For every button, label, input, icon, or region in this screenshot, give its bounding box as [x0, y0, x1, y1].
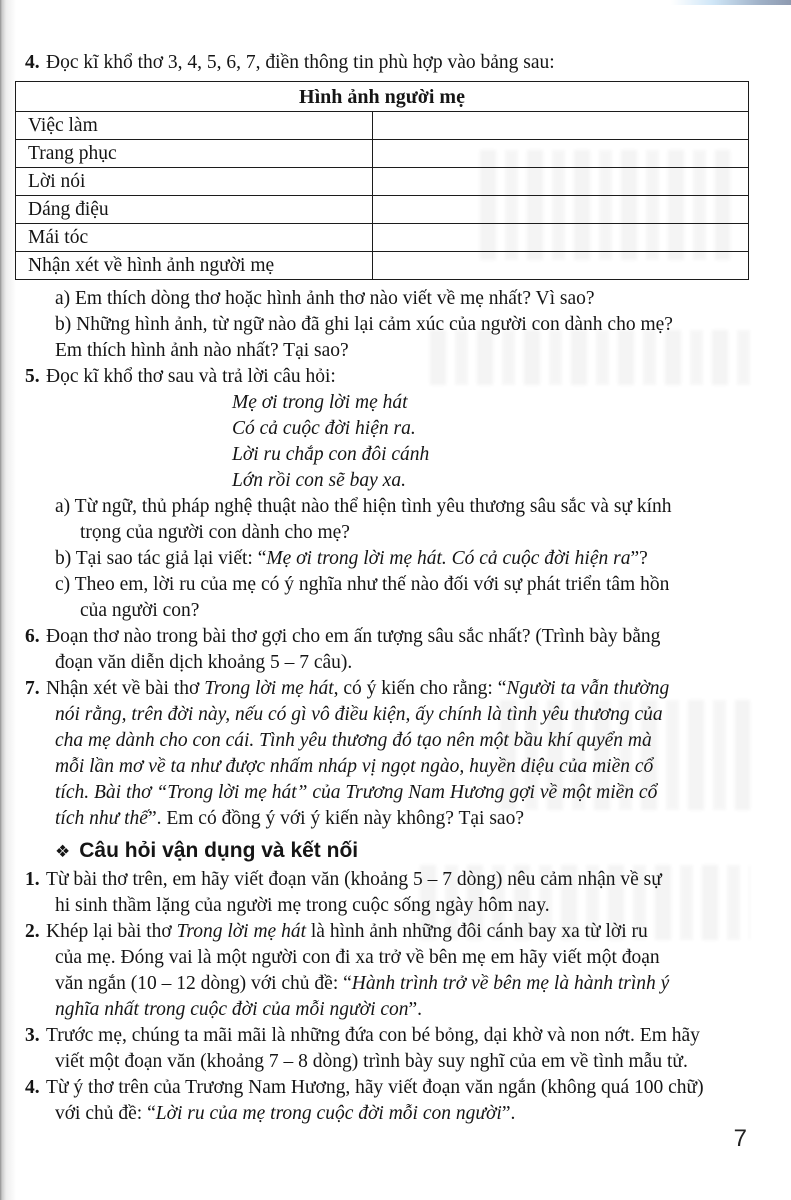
poem-line: Lời ru chắp con đôi cánh [232, 444, 430, 465]
poem-title-italic: Trong lời mẹ hát [176, 921, 306, 942]
connect-2-text: là hình ảnh những đôi cánh bay xa từ lời ru [306, 921, 648, 942]
section-heading [55, 838, 767, 865]
opinion-quote-italic: Người ta vẫn thường [506, 678, 670, 699]
scan-corner-strip [671, 0, 791, 5]
opinion-quote-italic: tích như thế [55, 808, 148, 829]
question-6-line1 [25, 624, 767, 650]
page-number: 7 [733, 1125, 747, 1152]
question-7-number: 7. [25, 678, 40, 699]
table-row [16, 224, 749, 252]
table-row-label: Dáng điệu [16, 196, 373, 224]
question-7-line6 [55, 806, 767, 832]
table-row-label: Việc làm [16, 112, 373, 140]
connect-4-text: ”. [501, 1103, 516, 1124]
connect-1-number: 1. [25, 869, 40, 890]
question-7-text: ”. Em có đồng ý với ý kiến này không? Tại sao? [147, 808, 524, 829]
question-5-number: 5. [25, 366, 40, 387]
connect-2-line2: của mẹ. Đóng vai là một người con đi xa trở về bên mẹ em hãy viết một đoạn [55, 947, 660, 968]
table-header-row [16, 82, 749, 112]
question-7-line1 [25, 676, 767, 702]
poem-line: Lớn rồi con sẽ bay xa. [232, 470, 406, 491]
question-5b-quote: Mẹ ơi trong lời mẹ hát. Có cả cuộc đời hiện ra [266, 548, 631, 569]
question-4b-line2: Em thích hình ảnh nào nhất? Tại sao? [55, 340, 349, 361]
connect-3-text: Trước mẹ, chúng ta mãi mãi là những đứa con bé bỏng, dại khờ và non nớt. Em hãy [46, 1025, 700, 1046]
connect-4-line1 [25, 1075, 767, 1101]
table-row [16, 196, 749, 224]
question-4b-line1: b) Những hình ảnh, từ ngữ nào đã ghi lại cảm xúc của người con dành cho mẹ? [55, 314, 673, 335]
poem-line: Có cả cuộc đời hiện ra. [232, 418, 416, 439]
mother-image-table [15, 81, 749, 280]
connect-2-line4 [55, 997, 767, 1023]
question-6-number: 6. [25, 626, 40, 647]
table-row [16, 140, 749, 168]
question-7-text: Nhận xét về bài thơ [46, 678, 205, 699]
connect-4-text: Từ ý thơ trên của Trương Nam Hương, hãy viết đoạn văn ngắn (không quá 100 chữ) [46, 1077, 704, 1098]
question-5c-line1: c) Theo em, lời ru của mẹ có ý nghĩa như thế nào đối với sự phát triển tâm hồn [55, 574, 670, 595]
poem-excerpt [232, 390, 767, 494]
table-row-label: Trang phục [16, 140, 373, 168]
connect-3-line1 [25, 1023, 767, 1049]
table-header: Hình ảnh người mẹ [16, 82, 749, 112]
question-7-line5: tích. Bài thơ “Trong lời mẹ hát” của Trương Nam Hương gợi về một miền cổ [55, 782, 658, 803]
section-heading-title: Câu hỏi vận dụng và kết nối [79, 839, 359, 862]
connect-3-line2: viết một đoạn văn (khoảng 7 – 8 dòng) trình bày suy nghĩ của em về tình mẫu tử. [55, 1051, 688, 1072]
question-4-number: 4. [25, 52, 40, 73]
connect-4-text: với chủ đề: “ [55, 1103, 156, 1124]
table-row-label: Lời nói [16, 168, 373, 196]
table-row-value [373, 224, 749, 252]
question-7-line3: cha mẹ dành cho con cái. Tình yêu thương đó tạo nên một bầu khí quyển mà [55, 730, 652, 751]
question-6-line2: đoạn văn diễn dịch khoảng 5 – 7 câu). [55, 652, 353, 673]
question-5a-line2: trọng của người con dành cho mẹ? [80, 522, 350, 543]
table-row [16, 252, 749, 280]
question-5-text: Đọc kĩ khổ thơ sau và trả lời câu hỏi: [46, 366, 336, 387]
question-5b [55, 546, 767, 572]
table-row [16, 168, 749, 196]
connect-4-number: 4. [25, 1077, 40, 1098]
page-content [25, 50, 767, 1127]
diamond-icon: ❖ [55, 842, 71, 862]
table-row-value [373, 252, 749, 280]
connect-2-text: Khép lại bài thơ [46, 921, 177, 942]
table-row-value [373, 168, 749, 196]
scan-edge-shadow [0, 0, 16, 1200]
question-5a-line1: a) Từ ngữ, thủ pháp nghệ thuật nào thể hiện tình yêu thương sâu sắc và sự kính [55, 496, 672, 517]
connect-2-text: văn ngắn (10 – 12 dòng) với chủ đề: “ [55, 973, 352, 994]
topic-quote-italic: Lời ru của mẹ trong cuộc đời mỗi con người [155, 1103, 502, 1124]
question-5-intro [25, 364, 767, 390]
question-5b-pre: b) Tại sao tác giả lại viết: “ [55, 548, 267, 569]
connect-4-line2 [55, 1101, 767, 1127]
question-6-text: Đoạn thơ nào trong bài thơ gợi cho em ấn tượng sâu sắc nhất? (Trình bày bằng [46, 626, 661, 647]
question-5b-post: ”? [630, 548, 648, 569]
table-row [16, 112, 749, 140]
question-4-intro [25, 50, 767, 76]
question-7-line4: mỗi lần mơ về ta như được nhấm nháp vị ngọt ngào, huyền diệu của miền cổ [55, 756, 654, 777]
connect-1-text: Từ bài thơ trên, em hãy viết đoạn văn (khoảng 5 – 7 dòng) nêu cảm nhận về sự [46, 869, 662, 890]
table-row-label: Mái tóc [16, 224, 373, 252]
question-7-line2: nói rằng, trên đời này, nếu có gì vô điều kiện, ấy chính là tình yêu thương của [55, 704, 663, 725]
question-7-text: , có ý kiến cho rằng: “ [333, 678, 507, 699]
question-4-text: Đọc kĩ khổ thơ 3, 4, 5, 6, 7, điền thông tin phù hợp vào bảng sau: [46, 52, 555, 73]
topic-quote-italic: nghĩa nhất trong cuộc đời của mỗi người con [55, 999, 409, 1020]
poem-line: Mẹ ơi trong lời mẹ hát [232, 392, 408, 413]
connect-2-text: ”. [408, 999, 423, 1020]
connect-1-line1 [25, 867, 767, 893]
table-row-value [373, 196, 749, 224]
topic-quote-italic: Hành trình trở về bên mẹ là hành trình ý [351, 973, 670, 994]
connect-2-line3 [55, 971, 767, 997]
table-row-value [373, 140, 749, 168]
connect-3-number: 3. [25, 1025, 40, 1046]
connect-2-line1 [25, 919, 767, 945]
connect-1-line2: hi sinh thầm lặng của người mẹ trong cuộc sống ngày hôm nay. [55, 895, 550, 916]
question-5c-line2: của người con? [80, 600, 200, 621]
connect-2-number: 2. [25, 921, 40, 942]
poem-title-italic: Trong lời mẹ hát [204, 678, 334, 699]
table-row-label: Nhận xét về hình ảnh người mẹ [16, 252, 373, 280]
table-row-value [373, 112, 749, 140]
question-4a: a) Em thích dòng thơ hoặc hình ảnh thơ nào viết về mẹ nhất? Vì sao? [55, 288, 595, 309]
